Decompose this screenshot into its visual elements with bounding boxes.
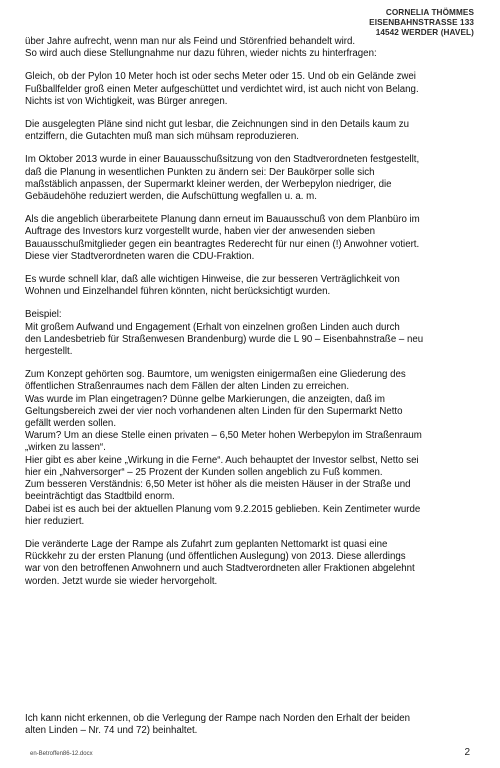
paragraph-6 (25, 274, 480, 298)
footer-filename: en-Betroffen86-12.docx (30, 751, 93, 757)
text-line: Die ausgelegten Pläne sind nicht gut lesbar, die Zeichnungen sind in den Details kaum zu (25, 119, 409, 131)
text-line: Hier gibt es aber keine „Wirkung in die Ferne“. Auch behauptet der Investor selbst, Netto sei (25, 454, 419, 466)
text-line: Auftrage des Investors kurz vorgestellt wurde, haben vier der anwesenden sieben (25, 226, 376, 238)
text-line: hier reduziert. (25, 515, 85, 527)
text-line: den Landesbetrieb für Straßenwesen Brandenburg) wurde die L 90 – Eisenbahnstraße – neu (25, 333, 424, 345)
text-line: Zum besseren Verständnis: 6,50 Meter ist höher als die meisten Häuser in der Straße und (25, 479, 411, 491)
text-line: Gleich, ob der Pylon 10 Meter hoch ist oder sechs Meter oder 15. Und ob ein Gelände zwei (25, 71, 416, 83)
text-line: Die veränderte Lage der Rampe als Zufahrt zum geplanten Nettomarkt ist quasi eine (25, 538, 388, 550)
page-number: 2 (464, 747, 470, 758)
text-line: Es wurde schnell klar, daß alle wichtigen Hinweise, die zur besseren Verträglichkeit von (25, 274, 400, 286)
closing-paragraph (25, 713, 480, 737)
paragraph-5 (25, 214, 480, 263)
text-line: Fußballfelder groß einen Meter aufgeschüttet und verdichtet wird, ist auch nicht von Belang. (25, 83, 419, 95)
text-line: hergestellt. (25, 346, 73, 358)
paragraph-9 (25, 539, 480, 588)
document-body (25, 36, 480, 599)
text-line: alten Linden – Nr. 74 und 72) beinhaltet. (25, 725, 198, 737)
text-line: Beispiel: (25, 309, 62, 321)
paragraph-2 (25, 71, 480, 108)
text-line: So wird auch diese Stellungnahme nur dazu führen, wieder nichts zu hinterfragen: (25, 48, 377, 60)
letterhead-street: EISENBAHNSTRASSE 133 (369, 18, 474, 27)
closing-section (25, 713, 480, 748)
paragraph-8 (25, 369, 480, 528)
paragraph-4 (25, 154, 480, 203)
text-line: Dabei ist es auch bei der aktuellen Planung vom 9.2.2015 geblieben. Kein Zentimeter wurde (25, 503, 421, 515)
text-line: Geltungsbereich zwei der vier noch vorhandenen alten Linden für den Supermarkt Netto (25, 405, 403, 417)
text-line: gefällt werden sollen. (25, 418, 117, 430)
text-line: Ich kann nicht erkennen, ob die Verlegung der Rampe nach Norden den Erhalt der beiden (25, 713, 411, 724)
paragraph-1 (25, 36, 480, 60)
text-line: war von den betroffenen Anwohnern und auch Stadtverordneten aller Fraktionen abgelehnt (25, 563, 415, 575)
paragraph-7 (25, 309, 480, 358)
text-line: öffentlichen Straßenraumes nach dem Fällen der alten Linden zu erreichen. (25, 381, 350, 393)
text-line: Rückkehr zu der ersten Planung (und öffentlichen Auslegung) von 2013. Diese allerdings (25, 551, 406, 563)
text-line: Als die angeblich überarbeitete Planung dann erneut im Bauausschuß von dem Planbüro im (25, 214, 420, 226)
text-line: Wohnen und Einzelhandel führen könnten, nicht berücksichtigt wurden. (25, 286, 331, 298)
text-line: Bauausschußmitglieder gegen ein beantragtes Rederecht für nur einen (!) Anwohner votiert. (25, 238, 420, 250)
text-line: entziffern, die Gutachten muß man sich mühsam reproduzieren. (25, 131, 299, 143)
text-line: Warum? Um an diese Stelle einen privaten – 6,50 Meter hohen Werbepylon im Straßenraum (25, 430, 422, 442)
text-line: Zum Konzept gehörten sog. Baumtore, um wenigsten einigermaßen eine Gliederung des (25, 369, 406, 381)
text-line: Gebäudehöhe reduziert werden, die Aufschüttung wegfallen u. a. m. (25, 191, 317, 203)
text-line: worden. Jetzt wurde sie wieder hervorgeholt. (25, 575, 218, 587)
text-line: Diese vier Stadtverordneten waren die CDU-Fraktion. (25, 250, 255, 262)
text-line: Nichts ist von Wichtigkeit, was Bürger anregen. (25, 95, 228, 107)
text-line: daß die Planung in wesentlichen Punkten zu ändern sei: Der Baukörper solle sich (25, 166, 375, 178)
paragraph-3 (25, 119, 480, 143)
letterhead (369, 8, 474, 38)
text-line: Im Oktober 2013 wurde in einer Bauausschußsitzung von den Stadtverordneten festgestellt, (25, 154, 420, 166)
letterhead-name: CORNELIA THÖMMES (385, 8, 474, 17)
text-line: Mit großem Aufwand und Engagement (Erhalt von einzelnen großen Linden auch durch (25, 321, 400, 333)
text-line: über Jahre aufrecht, wenn man nur als Feind und Störenfried behandelt wird. (25, 36, 356, 47)
text-line: beeinträchtigt das Stadtbild enorm. (25, 491, 175, 503)
letterhead-city: 14542 WERDER (HAVEL) (375, 28, 474, 37)
text-line: Was wurde im Plan eingetragen? Dünne gelbe Markierungen, die anzeigten, daß im (25, 393, 385, 405)
text-line: hier ein „Nahversorger“ – 25 Prozent der Kunden sollen angeblich zu Fuß kommen. (25, 466, 383, 478)
text-line: „wirken zu lassen“. (25, 442, 106, 454)
text-line: maßstäblich anpassen, der Supermarkt kleiner werden, der Werbepylon niedriger, die (25, 178, 392, 190)
